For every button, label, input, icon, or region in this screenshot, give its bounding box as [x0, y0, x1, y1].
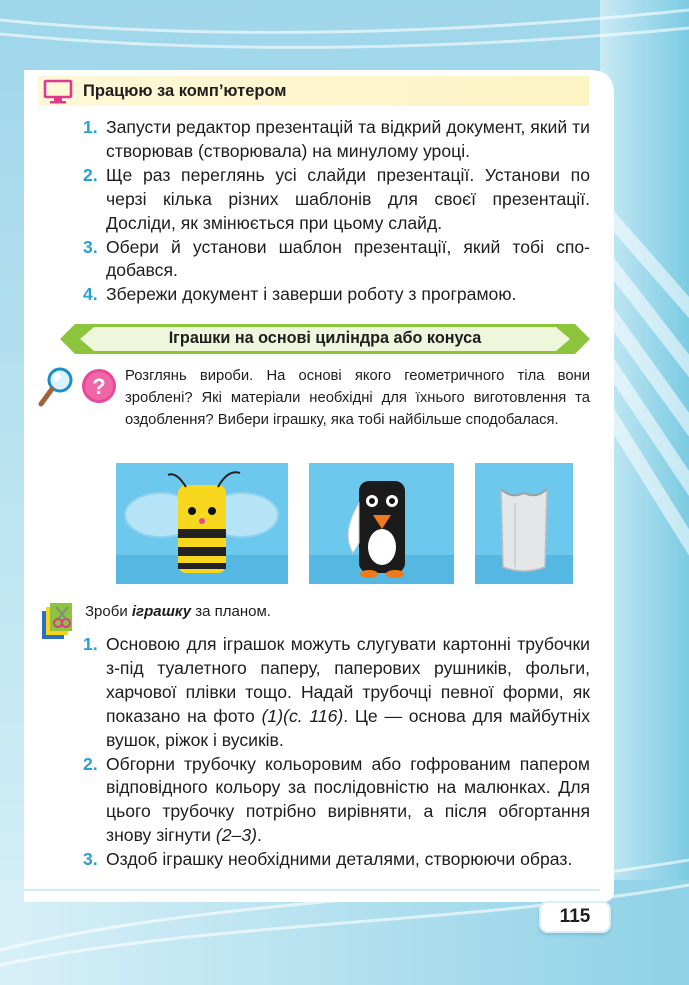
section-header-computer	[38, 76, 589, 106]
list-item: 4. Збережи документ і заверши роботу з програмою.	[83, 284, 517, 305]
intro-icons	[38, 366, 120, 413]
craft-scissors-icon	[40, 603, 74, 646]
cardboard-tube-photo	[475, 463, 573, 584]
page-number: 115	[539, 901, 611, 933]
bee-toy-photo	[116, 463, 288, 584]
magnifier-icon	[41, 369, 71, 404]
monitor-icon	[43, 79, 73, 110]
list-item: 1. Запусти редактор презентацій та відкрий документ, який ти створював (створювала) на минулому уроці.	[83, 117, 590, 161]
toy-steps-list	[83, 633, 590, 872]
banner-title: Іграшки на основі циліндра або конуса	[168, 329, 482, 347]
task-instruction: Зроби іграшку за планом.	[85, 603, 271, 620]
list-item: 2. Обгорни трубочку кольоровим або гофрованим папером відповідного кольору за послідовністю на малюнках. Для цього трубочку потрібно вирівняти, а після обгортання знову зігнути (2–3).	[83, 753, 590, 846]
topic-banner	[58, 322, 592, 356]
list-item: 3. Оздоб іграшку необхідними деталями, створюючи образ.	[83, 849, 573, 870]
list-item: 2. Ще раз переглянь усі слайди презентації. Установи по черзі кілька різних шаблонів для своєї презентації. Досліди, як змінюється при цьому слайд.	[83, 164, 590, 233]
question-icon	[82, 369, 116, 403]
penguin-toy-photo	[309, 463, 454, 584]
computer-steps-list	[83, 116, 590, 307]
intro-paragraph: Розглянь вироби. На основі якого геометричного тіла вони зроблені? Які матеріали необхідні для їхнього виготовлення та оздоблення? Вибери іграшку, яка тобі найбільше сподобалася.	[125, 368, 590, 428]
list-item: 1. Основою для іграшок можуть слугувати картонні трубочки з-під туалетного паперу, паперових рушників, фольги, харчової плівки тощо. Надай трубочці певної форми, як показано на фото (1)(с. 116). Це — основа для майбутніх вушок, ріжок і вусиків.	[83, 634, 590, 750]
section-title: Працюю за комп’ютером	[83, 82, 287, 100]
svg-text:?: ?	[92, 374, 106, 399]
list-item: 3. Обери й установи шаблон презентації, який тобі сподобався.	[83, 236, 590, 281]
